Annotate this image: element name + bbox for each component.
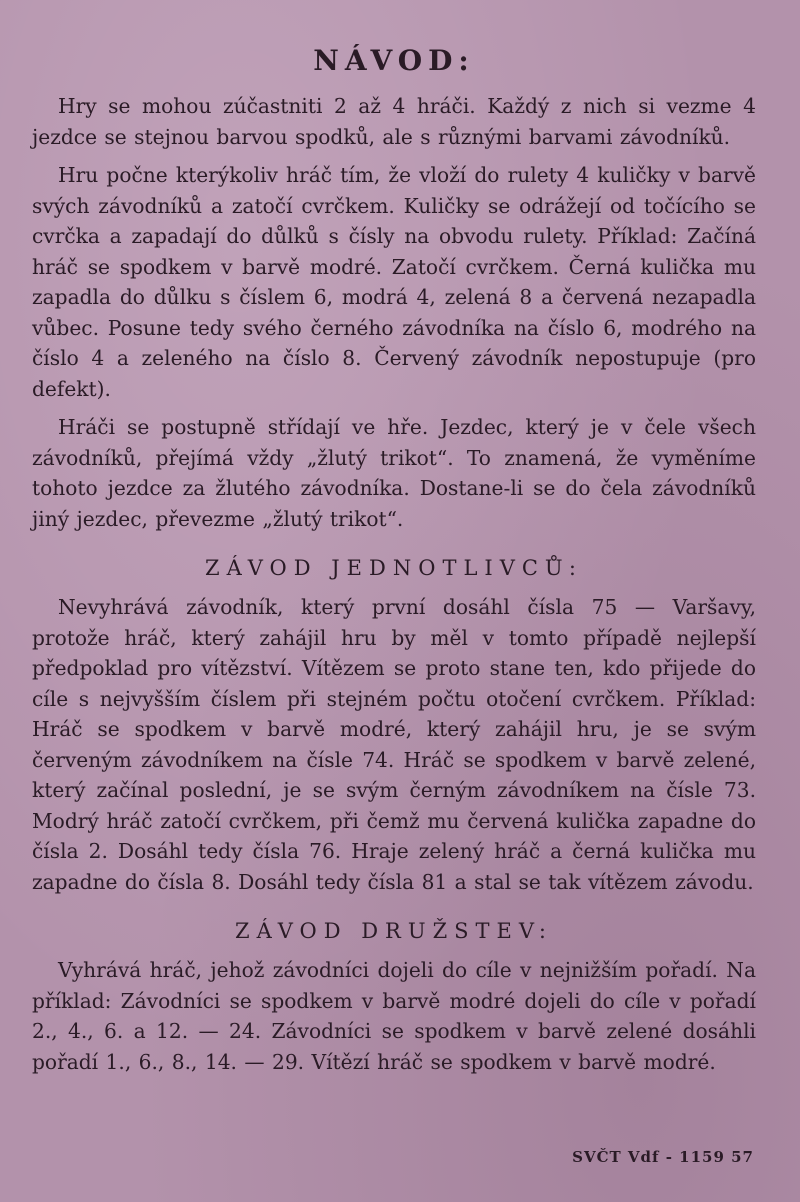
intro-paragraph-2: Hru počne kterýkoliv hráč tím, že vloží do rulety 4 kuličky v barvě svých závodníků a zatočí cvrčkem. Kuličky se odrážejí od točícího se cvrčka a zapadají do důlků s čísly na obvodu rulety. Příklad: Začíná hráč se spodkem v barvě modré. Zatočí cvrčkem. Černá kulička mu zapadla do důlku s číslem 6, modrá 4, zelená 8 a červená nezapadla vůbec. Posune tedy svého černého závodníka na číslo 6, modrého na číslo 4 a zeleného na číslo 8. Červený závodník nepostupuje (pro defekt).	[32, 163, 756, 401]
section-heading-individual: ZÁVOD JEDNOTLIVCŮ:	[205, 556, 583, 580]
team-paragraph: Vyhrává hráč, jehož závodníci dojeli do cíle v nejnižším pořadí. Na příklad: Závodníci se spodkem v barvě modré dojeli do cíle v pořadí 2., 4., 6. a 12. — 24. Závodníci se spodkem v barvě zelené dosáhli pořadí 1., 6., 8., 14. — 29. Vítězí hráč se spodkem v barvě modré.	[32, 958, 756, 1074]
print-code: SVČT Vdf - 1159 57	[572, 1148, 754, 1166]
section-heading-team: ZÁVOD DRUŽSTEV:	[234, 919, 554, 943]
instructions-page	[32, 36, 756, 1085]
page-title: NÁVOD:	[313, 44, 475, 77]
intro-paragraph-1: Hry se mohou zúčastniti 2 až 4 hráči. Každý z nich si vezme 4 jezdce se stejnou barvou spodků, ale s různými barvami závodníků.	[32, 94, 756, 149]
individual-paragraph: Nevyhrává závodník, který první dosáhl čísla 75 — Varšavy, protože hráč, který zahájil hru by měl v tomto případě nejlepší předpoklad pro vítězství. Vítězem se proto stane ten, kdo přijede do cíle s nejvyšším číslem při stejném počtu otočení cvrčkem. Příklad: Hráč se spodkem v barvě modré, který zahájil hru, je se svým červeným závodníkem na čísle 74. Hráč se spodkem v barvě zelené, který začínal poslední, je se svým černým závodníkem na čísle 73. Modrý hráč zatočí cvrčkem, při čemž mu červená kulička zapadne do čísla 2. Dosáhl tedy čísla 76. Hraje zelený hráč a černá kulička mu zapadne do čísla 8. Dosáhl tedy čísla 81 a stal se tak vítězem závodu.	[32, 595, 756, 894]
intro-paragraph-3: Hráči se postupně střídají ve hře. Jezdec, který je v čele všech závodníků, přejímá vždy „žlutý trikot“. To znamená, že vyměníme tohoto jezdce za žlutého závodníka. Dostane-li se do čela závodníků jiný jezdec, převezme „žlutý trikot“.	[32, 415, 756, 531]
